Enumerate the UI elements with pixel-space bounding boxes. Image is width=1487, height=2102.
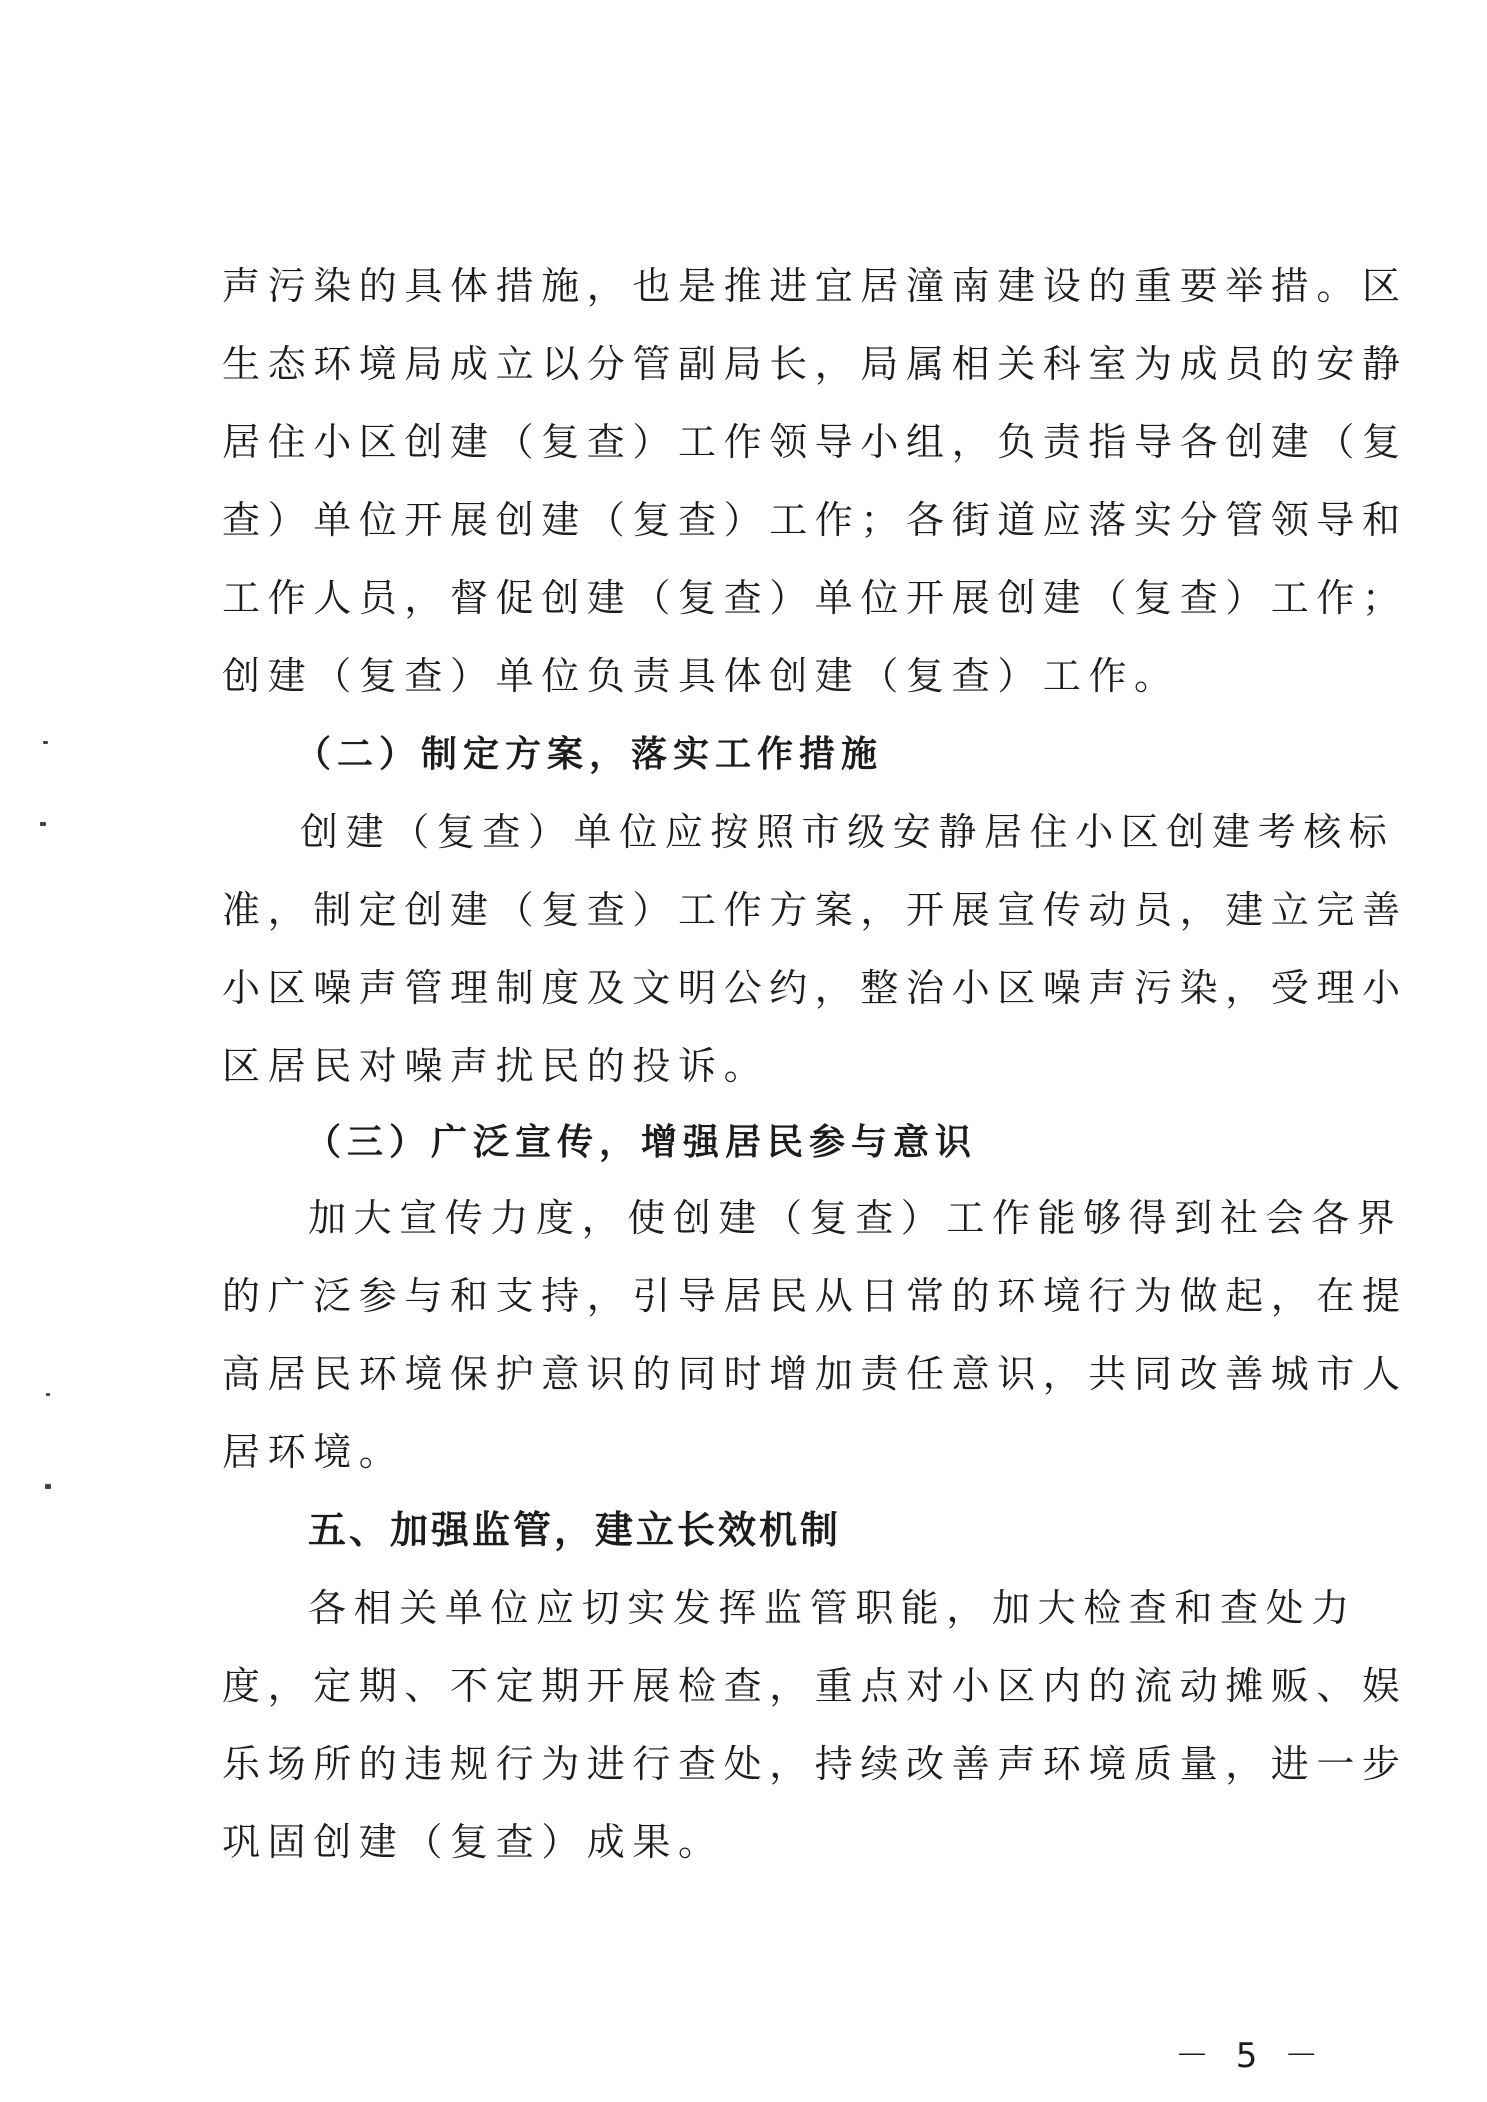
scan-speck — [46, 1393, 50, 1396]
paragraph-line: 的广泛参与和支持，引导居民从日常的环境行为做起，在提 — [222, 1274, 1408, 1318]
paragraph-line: 度，定期、不定期开展检查，重点对小区内的流动摊贩、娱 — [222, 1664, 1408, 1708]
paragraph-line: 居住小区创建（复查）工作领导小组，负责指导各创建（复 — [222, 420, 1408, 464]
paragraph-line: 创建（复查）单位负责具体创建（复查）工作。 — [222, 654, 1180, 698]
scan-speck — [45, 1484, 51, 1489]
scan-speck — [43, 741, 48, 744]
scan-speck — [40, 822, 46, 826]
paragraph-line: 乐场所的违规行为进行查处，持续改善声环境质量，进一步 — [222, 1742, 1408, 1786]
section-heading: 五、加强监管，建立长效机制 — [308, 1508, 842, 1552]
paragraph-line: 居环境。 — [222, 1430, 405, 1474]
sub-heading: （三）广泛宣传，增强居民参与意识 — [305, 1121, 978, 1163]
paragraph-line: 巩固创建（复查）成果。 — [222, 1820, 724, 1864]
paragraph-line: 各相关单位应切实发挥监管职能，加大检查和查处力 — [308, 1586, 1357, 1630]
sub-heading: （二）制定方案，落实工作措施 — [295, 733, 884, 775]
paragraph-line: 小区噪声管理制度及文明公约，整治小区噪声污染，受理小 — [222, 966, 1408, 1010]
paragraph-line: 准，制定创建（复查）工作方案，开展宣传动员，建立完善 — [222, 888, 1408, 932]
paragraph-line: 查）单位开展创建（复查）工作；各街道应落实分管领导和 — [222, 498, 1408, 542]
paragraph-line: 创建（复查）单位应按照市级安静居住小区创建考核标 — [300, 810, 1395, 854]
paragraph-line: 区居民对噪声扰民的投诉。 — [222, 1044, 770, 1088]
paragraph-line: 高居民环境保护意识的同时增加责任意识，共同改善城市人 — [222, 1352, 1408, 1396]
page-number: － 5 － — [1175, 2036, 1327, 2076]
paragraph-line: 工作人员，督促创建（复查）单位开展创建（复查）工作； — [222, 576, 1408, 620]
paragraph-line: 声污染的具体措施，也是推进宜居潼南建设的重要举措。区 — [222, 264, 1408, 308]
paragraph-line: 生态环境局成立以分管副局长，局属相关科室为成员的安静 — [222, 342, 1408, 386]
paragraph-line: 加大宣传力度，使创建（复查）工作能够得到社会各界 — [308, 1196, 1403, 1240]
